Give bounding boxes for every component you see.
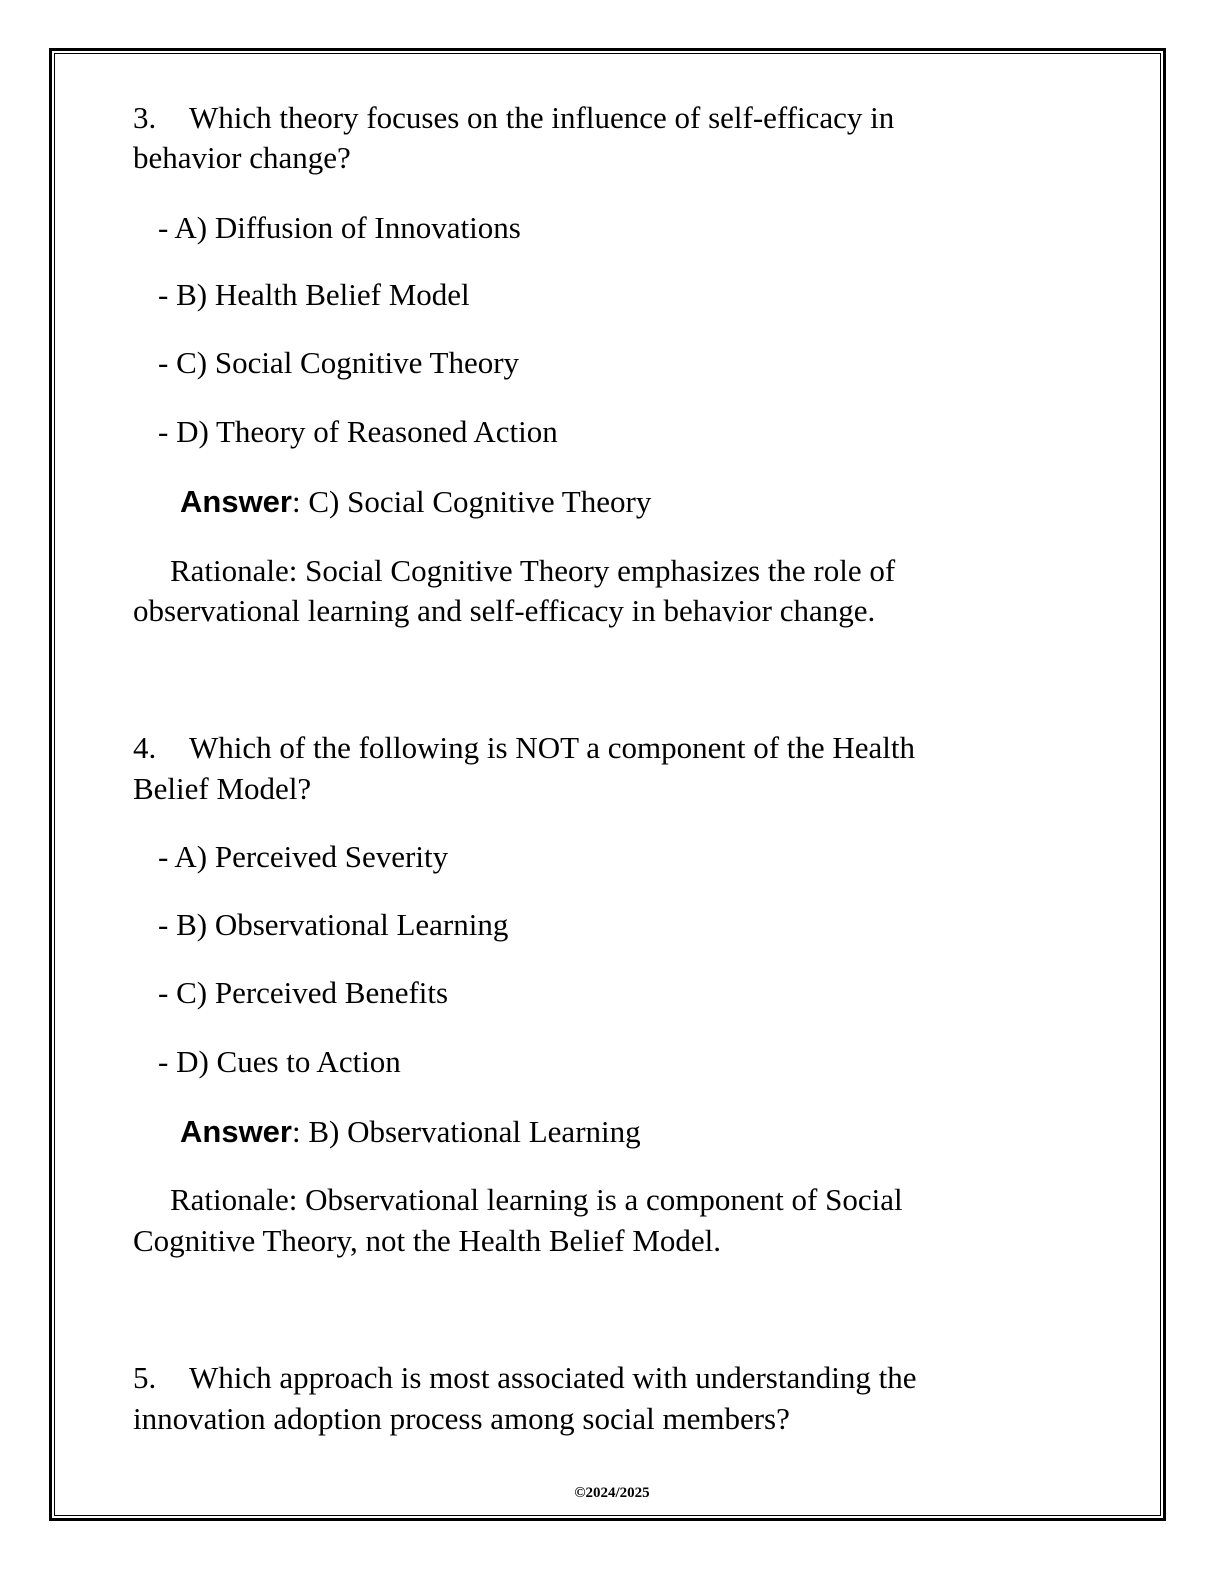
rationale-line-1: Rationale: Social Cognitive Theory emphasizes the role of — [170, 553, 896, 588]
option-b: - B) Observational Learning — [158, 907, 509, 942]
rationale-line-2: observational learning and self-efficacy in behavior change. — [133, 593, 876, 628]
question-text: Which of the following is NOT a component of the Health — [189, 730, 916, 765]
option-a: - A) Perceived Severity — [158, 839, 449, 874]
answer-label: Answer — [180, 1114, 292, 1149]
question-text: Which approach is most associated with understanding the — [189, 1360, 917, 1395]
answer-value: : C) Social Cognitive Theory — [291, 484, 652, 519]
answer-value: : B) Observational Learning — [291, 1114, 641, 1149]
question-text: Which theory focuses on the influence of self-efficacy in — [189, 100, 895, 135]
question-4-line-2: Belief Model? — [133, 771, 312, 806]
answer — [180, 482, 651, 522]
option-a: - A) Diffusion of Innovations — [158, 210, 521, 245]
answer — [180, 1112, 641, 1152]
question-5-line-2: innovation adoption process among social members? — [133, 1401, 790, 1436]
option-b: - B) Health Belief Model — [158, 277, 470, 312]
option-d: - D) Theory of Reasoned Action — [158, 414, 558, 449]
question-number: 3. — [133, 100, 157, 135]
rationale-line-1: Rationale: Observational learning is a component of Social — [170, 1182, 903, 1217]
answer-label: Answer — [180, 484, 292, 519]
option-c: - C) Social Cognitive Theory — [158, 345, 520, 380]
question-5-line-1 — [133, 1358, 916, 1398]
question-3-line-2: behavior change? — [133, 140, 351, 175]
question-4-line-1 — [133, 728, 915, 768]
option-d: - D) Cues to Action — [158, 1044, 401, 1079]
question-number: 4. — [133, 730, 157, 765]
option-c: - C) Perceived Benefits — [158, 975, 449, 1010]
question-3-line-1 — [133, 98, 894, 138]
footer-copyright: ©2024/2025 — [574, 1485, 650, 1501]
question-number: 5. — [133, 1360, 157, 1395]
rationale-line-2: Cognitive Theory, not the Health Belief Model. — [133, 1223, 722, 1258]
